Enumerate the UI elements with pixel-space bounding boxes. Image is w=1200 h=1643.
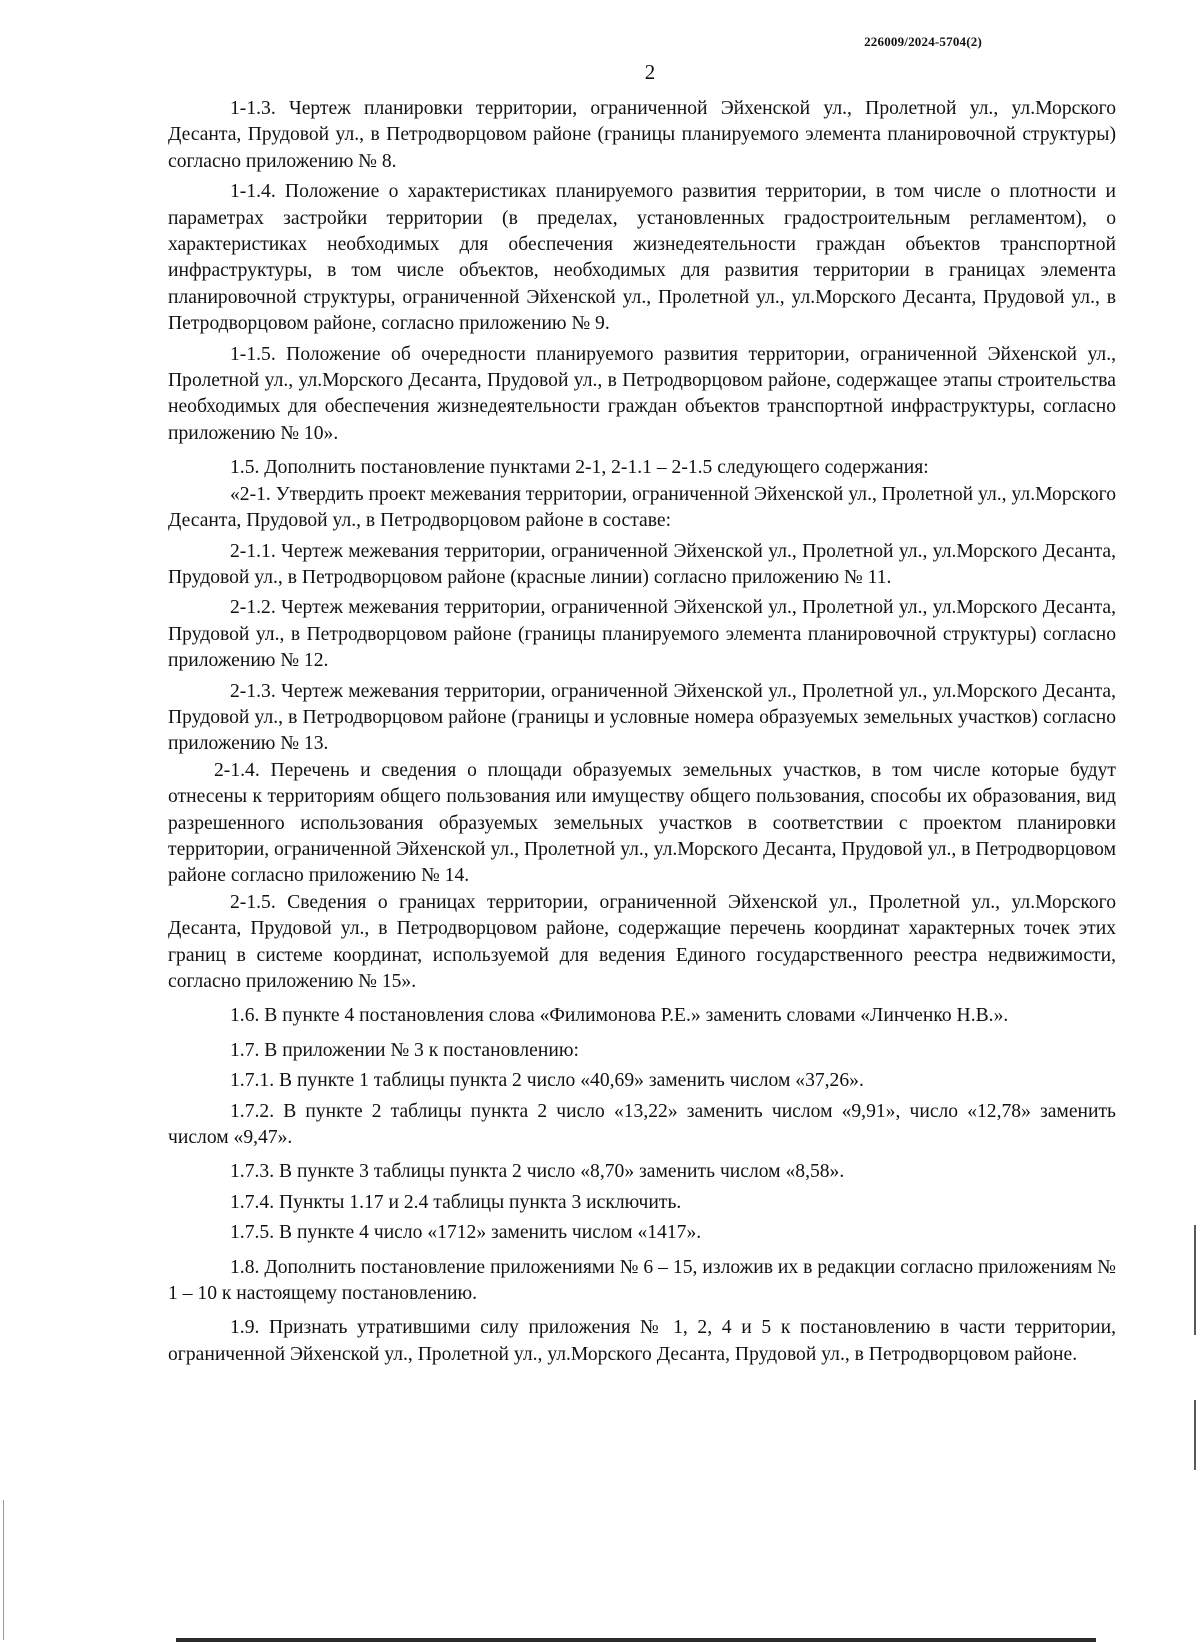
paragraph-2-1-1: 2-1.1. Чертеж межевания территории, ограниченной Эйхенской ул., Пролетной ул., ул.Морского Десанта, Прудовой ул., в Петродворцовом районе (красные линии) согласно приложению № 11. <box>168 540 1116 588</box>
paragraph-2-1-2: 2-1.2. Чертеж межевания территории, ограниченной Эйхенской ул., Пролетной ул., ул.Морского Десанта, Прудовой ул., в Петродворцовом районе (границы планируемого элемента планировочной структуры) согласно приложению № 12. <box>168 597 1116 672</box>
page-number: 2 <box>644 60 656 84</box>
paragraph-1-5: 1.5. Дополнить постановление пунктами 2-1, 2-1.1 – 2-1.5 следующего содержания: <box>230 457 929 479</box>
paragraph-1-7-4: 1.7.4. Пункты 1.17 и 2.4 таблицы пункта 3 исключить. <box>230 1191 682 1213</box>
paragraph-1-7-5: 1.7.5. В пункте 4 число «1712» заменить числом «1417». <box>230 1222 702 1244</box>
paragraph-1-7-1: 1.7.1. В пункте 1 таблицы пункта 2 число «40,69» заменить числом «37,26». <box>230 1070 864 1092</box>
paragraph-1-1-5: 1-1.5. Положение об очередности планируемого развития территории, ограниченной Эйхенской ул., Пролетной ул., ул.Морского Десанта, Прудовой ул., в Петродворцовом районе, содержащее этапы строительства необходимых для обеспечения жизнедеятельности граждан объектов транспортной инфраструктуры, согласно приложению № 10». <box>168 343 1116 444</box>
paragraph-1-7-3: 1.7.3. В пункте 3 таблицы пункта 2 число «8,70» заменить числом «8,58». <box>230 1161 845 1183</box>
scan-edge-mark <box>1194 1225 1196 1335</box>
document-registration-number: 226009/2024-5704(2) <box>864 34 982 49</box>
paragraph-2-1-3: 2-1.3. Чертеж межевания территории, ограниченной Эйхенской ул., Пролетной ул., ул.Морского Десанта, Прудовой ул., в Петродворцовом районе (границы и условные номера образуемых земельных участков) согласно приложению № 13. <box>168 680 1116 755</box>
paragraph-2-1: «2-1. Утвердить проект межевания территории, ограниченной Эйхенской ул., Пролетной ул., ул.Морского Десанта, Прудовой ул., в Петродворцовом районе в составе: <box>168 483 1116 532</box>
paragraph-1-7-2: 1.7.2. В пункте 2 таблицы пункта 2 число «13,22» заменить числом «9,91», число «12,78» заменить числом «9,47». <box>168 1100 1116 1149</box>
document-body <box>168 96 1116 1368</box>
paragraph-1-1-3: 1-1.3. Чертеж планировки территории, ограниченной Эйхенской ул., Пролетной ул., ул.Морского Десанта, Прудовой ул., в Петродворцовом районе (границы планируемого элемента планировочной структуры) согласно приложению № 8. <box>168 98 1116 172</box>
paragraph-1-6: 1.6. В пункте 4 постановления слова «Филимонова Р.Е.» заменить словами «Линченко Н.В.». <box>230 1005 1009 1027</box>
paragraph-1-8: 1.8. Дополнить постановление приложениями № 6 – 15, изложив их в редакции согласно приложениям № 1 – 10 к настоящему постановлению. <box>168 1256 1116 1305</box>
scan-bottom-edge <box>176 1638 1096 1642</box>
paragraph-1-1-4: 1-1.4. Положение о характеристиках планируемого развития территории, в том числе о плотности и параметрах застройки территории (в пределах, установленных градостроительным регламентом), о характеристиках необходимых для обеспечения жизнедеятельности граждан объектов транспортной инфраструктуры, в том числе объектов, необходимых для развития территории в границах элемента планировочной структуры, ограниченной Эйхенской ул., Пролетной ул., ул.Морского Десанта, Прудовой ул., в Петродворцовом районе, согласно приложению № 9. <box>168 181 1116 335</box>
paragraph-1-9: 1.9. Признать утратившими силу приложения № 1, 2, 4 и 5 к постановлению в части территории, ограниченной Эйхенской ул., Пролетной ул., ул.Морского Десанта, Прудовой ул., в Петродворцовом районе. <box>168 1317 1116 1365</box>
scan-edge-mark <box>3 1500 4 1640</box>
scan-edge-mark <box>1194 1400 1196 1470</box>
paragraph-1-7: 1.7. В приложении № 3 к постановлению: <box>230 1039 579 1061</box>
paragraph-2-1-4: 2-1.4. Перечень и сведения о площади образуемых земельных участков, в том числе которые будут отнесены к территориям общего пользования или имуществу общего пользования, способы их образования, вид разрешенного использования образуемых земельных участков в соответствии с проектом планировки территории, ограниченной Эйхенской ул., Пролетной ул., ул.Морского Десанта, Прудовой ул., в Петродворцовом районе согласно приложению № 14. <box>168 759 1116 887</box>
paragraph-2-1-5: 2-1.5. Сведения о границах территории, ограниченной Эйхенской ул., Пролетной ул., ул.Морского Десанта, Прудовой ул., в Петродворцовом районе, содержащие перечень координат характерных точек этих границ в системе координат, используемой для ведения Единого государственного реестра недвижимости, согласно приложению № 15». <box>168 891 1116 992</box>
